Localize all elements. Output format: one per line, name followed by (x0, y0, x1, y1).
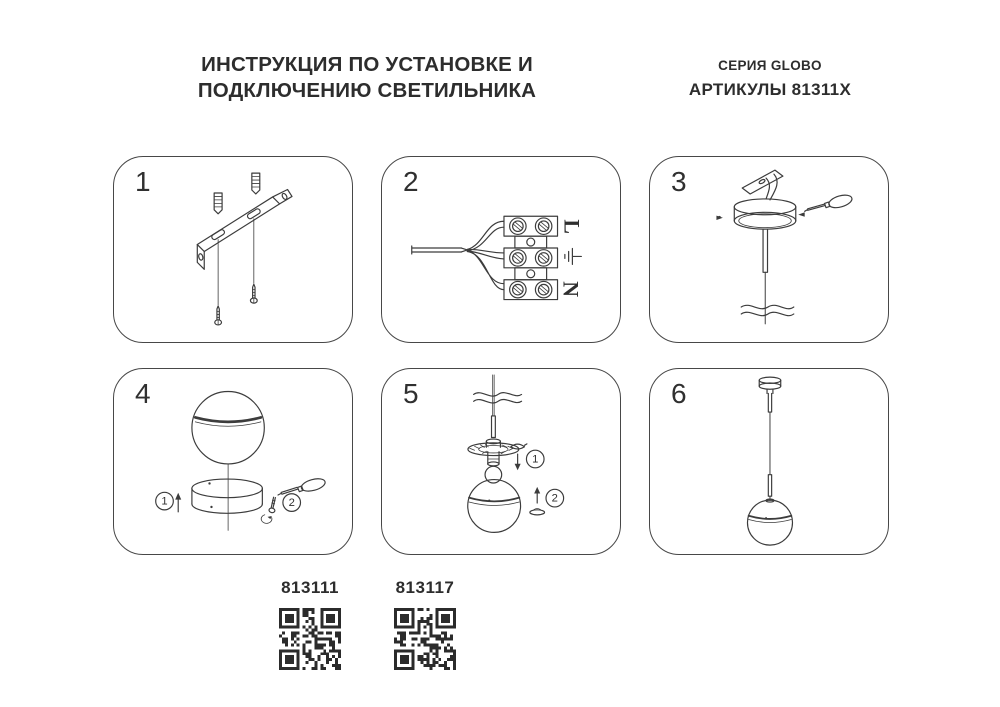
terminal-label-neutral: N (558, 281, 583, 298)
panel-number: 4 (135, 378, 151, 409)
qr-unit-813117 (393, 578, 457, 675)
step-panel-3 (649, 156, 889, 343)
panel-number: 2 (403, 166, 419, 197)
mounting-ring-icon (192, 479, 262, 513)
step-number: 2 (288, 497, 295, 510)
rod-cable-icon (768, 393, 771, 500)
step-number: 1 (532, 453, 539, 466)
step-panel-2 (381, 156, 621, 343)
page-title (117, 52, 617, 104)
arrow-up-icon (175, 493, 181, 512)
wire-slack-icon (474, 393, 522, 403)
arrow-up-icon (534, 487, 540, 503)
wire-slack-icon (741, 305, 794, 315)
page-title-line1: ИНСТРУКЦИЯ ПО УСТАНОВКЕ И (201, 53, 533, 76)
screwdriver-icon (278, 476, 326, 495)
globe-shade-icon (747, 499, 792, 545)
step-number: 1 (161, 495, 168, 508)
qr-label: 813111 (281, 578, 339, 597)
series-info (650, 58, 890, 100)
step-2-marker (283, 494, 301, 512)
canopy-icon (734, 199, 795, 229)
wall-plug-icon (214, 193, 222, 214)
terminal-label-line: L (559, 219, 584, 234)
page-title-line2: ПОДКЛЮЧЕНИЮ СВЕТИЛЬНИКА (197, 79, 537, 102)
wall-plug-icon (252, 173, 260, 194)
screwdriver-icon (805, 193, 854, 212)
screw-icon (261, 497, 275, 523)
step-1-marker (526, 450, 544, 468)
step-panel-5 (381, 368, 621, 555)
cable-rod-icon (492, 375, 496, 438)
mounting-bracket-icon (742, 170, 783, 200)
arrow-left-icon (798, 212, 804, 216)
globe-shade-icon (468, 480, 521, 533)
panel-number: 5 (403, 378, 419, 409)
ceiling-cap-icon (759, 377, 781, 393)
qr-label: 813117 (395, 578, 455, 597)
screw-icon (215, 306, 222, 325)
qr-code (279, 608, 341, 670)
qr-unit-813111 (278, 578, 342, 675)
socket-icon (488, 452, 499, 466)
wires-icon (467, 221, 504, 289)
globe-shade-icon (192, 392, 264, 464)
step-1-marker (156, 492, 174, 510)
step-number: 2 (551, 492, 558, 505)
panel-number: 3 (671, 166, 687, 197)
step-panel-4 (113, 368, 353, 555)
terminal-screw-icon (535, 281, 551, 297)
terminal-screw-icon (510, 281, 526, 297)
step-panel-6 (649, 368, 889, 555)
step-2-marker (546, 489, 564, 507)
terminal-screw-icon (510, 218, 526, 234)
arrow-down-icon (515, 454, 521, 470)
suspension-rod-icon (763, 229, 767, 324)
terminal-screw-icon (535, 250, 551, 266)
series-label: СЕРИЯ GLOBO (718, 58, 822, 73)
articles-label: АРТИКУЛЫ 81311X (688, 80, 852, 99)
terminal-screw-icon (510, 250, 526, 266)
panel-number: 6 (671, 378, 687, 409)
retaining-disc-icon (530, 509, 545, 516)
qr-code (394, 608, 456, 670)
screw-icon (250, 284, 257, 303)
power-cable-icon (412, 246, 468, 254)
panel-number: 1 (135, 166, 151, 197)
step-panel-1 (113, 156, 353, 343)
earth-icon (565, 249, 581, 265)
mounting-bracket-icon (197, 190, 292, 270)
terminal-screw-icon (535, 218, 551, 234)
